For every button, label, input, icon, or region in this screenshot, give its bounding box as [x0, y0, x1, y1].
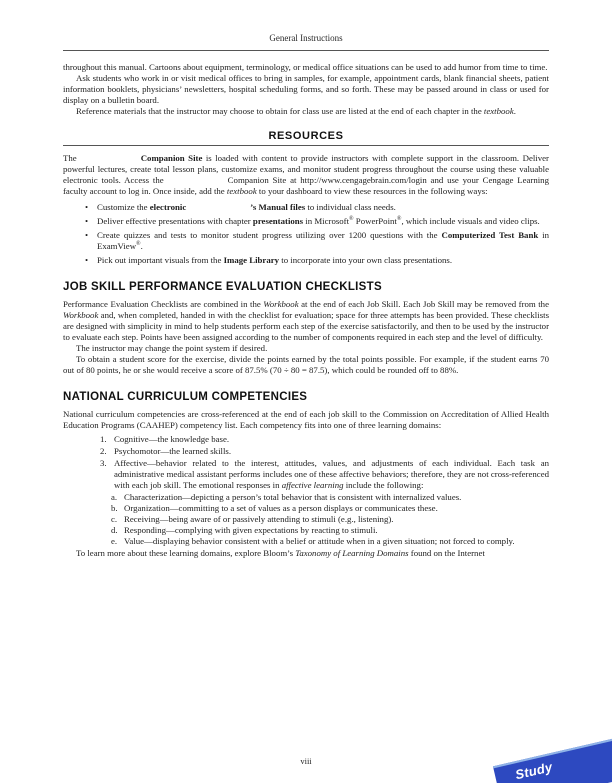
paragraph: To obtain a student score for the exercise, divide the points earned by the total points possible. For example, if the student earns 70 out of 80 points, he or she would receive a score of 87.5% (70 ÷ 80 = 87.5), which could be rounded off to 88%.: [63, 354, 549, 375]
list-item-letter: e.: [111, 536, 118, 546]
studylib-badge-label: Study: [513, 759, 554, 783]
bullet-item: [85, 255, 549, 266]
list-item-letter: a.: [111, 492, 118, 502]
section-heading-job-skill: JOB SKILL PERFORMANCE EVALUATION CHECKLISTS: [63, 281, 382, 293]
bullet-item: [85, 202, 549, 213]
resources-rule: [63, 145, 549, 146]
list-item-text: Organization—committing to a set of values as a person displays or communicates these.: [124, 503, 438, 513]
list-item-text: Psychomotor—the learned skills.: [114, 446, 232, 456]
list-item-text: Responding—complying with given expectations by reacting to stimuli.: [124, 525, 378, 535]
paragraph: Reference materials that the instructor may choose to obtain for class use are listed at the end of each chapter in the textbook.: [76, 106, 516, 116]
paragraph: To learn more about these learning domains, explore Bloom’s Taxonomy of Learning Domains found on the Internet: [76, 548, 485, 558]
paragraph: Performance Evaluation Checklists are combined in the Workbook at the end of each Job Skill. Each Job Skill may be removed from the Workbook and, when completed, handed in with the checklist for evaluation; space for three attempts has been provided. These checklists are designed with simplicity in mind to help students perform each step of the exercise satisfactorily, and then to be used by the instructor to evaluate each step. Points have been assigned according to the number of components required in each step and the level of difficulty.: [63, 299, 549, 342]
page-content: [0, 51, 612, 559]
list-item: [111, 514, 549, 525]
section-heading-resources: RESOURCES: [268, 130, 344, 142]
paragraph: The instructor may change the point system if desired.: [76, 343, 268, 353]
list-item-letter: b.: [111, 503, 118, 513]
bullet-icon: •: [85, 255, 89, 265]
list-item-text: Receiving—being aware of or passively attending to stimuli (e.g., listening).: [124, 514, 394, 524]
list-item-letter: d.: [111, 525, 118, 535]
bullet-item-text: Pick out important visuals from the Image Library to incorporate into your own class presentations.: [97, 255, 453, 265]
list-item-number: 3.: [100, 458, 107, 468]
paragraph: Ask students who work in or visit medical offices to bring in samples, for example, appointment cards, blank financial sheets, patient information booklets, physicians’ newsletters, hospital scheduling forms, and so forth. These may be passed around in class or used for display on a bulletin board.: [63, 73, 549, 105]
list-item: [111, 503, 549, 514]
list-item-text: Value—displaying behavior consistent with a belief or attitude when in a given situation; not forced to comply.: [124, 536, 515, 546]
list-item: [100, 458, 549, 491]
bullet-item-text: Deliver effective presentations with chapter presentations in Microsoft® PowerPoint®, which include visuals and video clips.: [97, 216, 540, 226]
bullet-icon: •: [85, 216, 89, 226]
bullet-item: [85, 216, 549, 227]
list-item-number: 2.: [100, 446, 107, 456]
list-item-number: 1.: [100, 434, 107, 444]
paragraph: throughout this manual. Cartoons about equipment, terminology, or medical office situations can be used to add humor from time to time.: [63, 62, 548, 72]
paragraph: The Companion Site is loaded with content to provide instructors with complete support in the classroom. Deliver powerful lectures, create total lesson plans, customize exams, and monitor student progress throughout the course using these valuable electronic tools. Access the Companion Site at http://www.cengagebrain.com/login and use your Cengage Learning faculty account to log in. Once inside, add the textbook to your dashboard to view these resources in the following ways:: [63, 153, 549, 196]
list-item: [111, 536, 549, 547]
list-item-letter: c.: [111, 514, 118, 524]
bullet-item-text: Create quizzes and tests to monitor student progress utilizing over 1200 questions with the Computerized Test Bank in ExamView®.: [97, 230, 550, 251]
page-number: viii: [300, 756, 312, 766]
running-header: General Instructions: [269, 33, 343, 43]
list-item: [100, 446, 549, 457]
numbered-list: [63, 434, 549, 547]
list-item: [111, 492, 549, 503]
list-item-text: Cognitive—the knowledge base.: [114, 434, 230, 444]
list-item: [100, 434, 549, 445]
bullet-icon: •: [85, 202, 89, 212]
list-item-text: Affective—behavior related to the interest, attitudes, values, and adjustments of each individual. Each task an administrative medical assistant performs includes one of these affective behaviors; therefore, they are not cross-referenced with each job skill. The emotional responses in affective learning include the following:: [114, 458, 549, 490]
bullet-icon: •: [85, 230, 89, 240]
list-item-text: Characterization—depicting a person’s total behavior that is consistent with internalized values.: [124, 492, 462, 502]
paragraph: National curriculum competencies are cross-referenced at the end of each job skill to the Commission on Accreditation of Allied Health Education Programs (CAAHEP) competency list. Each competency fits into one of three learning domains:: [63, 409, 549, 430]
list-item: [111, 525, 549, 536]
bullet-item-text: Customize the electronic ’s Manual files to individual class needs.: [97, 202, 396, 212]
bullet-list: [63, 202, 549, 266]
bullet-item: [85, 230, 549, 252]
section-heading-national-curriculum: NATIONAL CURRICULUM COMPETENCIES: [63, 391, 308, 403]
